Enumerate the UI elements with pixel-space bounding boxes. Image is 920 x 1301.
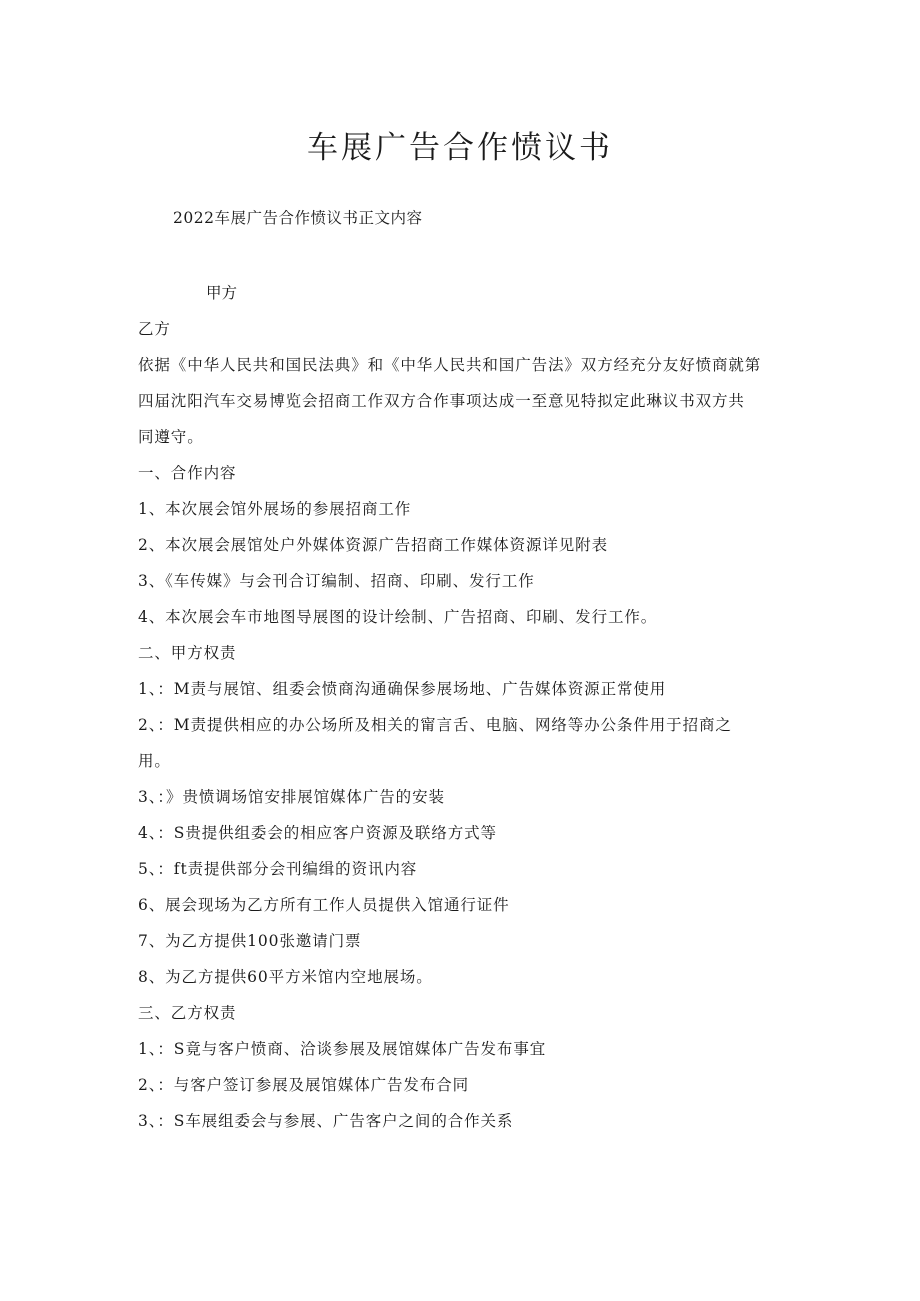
text-line: 3、《车传媒》与会刊合订编制、招商、印刷、发行工作 (138, 572, 535, 590)
text-line: 用。 (138, 752, 171, 770)
text-line: 7、为乙方提供100张邀请门票 (138, 932, 362, 950)
section-heading: 二、甲方权责 (138, 644, 237, 662)
party-a-label: 甲方 (206, 284, 238, 302)
document-title: 车展广告合作愤议书 (307, 130, 613, 166)
text-line: 依据《中华人民共和国民法典》和《中华人民共和国广告法》双方经充分友好愤商就第 (138, 356, 762, 374)
text-line: 5、：ft责提供部分会刊编缉的资讯内容 (138, 860, 418, 878)
text-line: 6、展会现场为乙方所有工作人员提供入馆通行证件 (138, 896, 510, 914)
text-line: 2、：与客户签订参展及展馆媒体广告发布合同 (138, 1076, 470, 1094)
text-line: 8、为乙方提供60平方米馆内空地展场。 (138, 968, 433, 986)
text-line: 4、本次展会车市地图导展图的设计绘制、广告招商、印刷、发行工作。 (138, 608, 658, 626)
text-line: 4、：S贵提供组委会的相应客户资源及联络方式等 (138, 824, 497, 842)
document-body (138, 316, 798, 1144)
text-line: 3、：S车展组委会与参展、广告客户之间的合作关系 (138, 1112, 514, 1130)
text-line: 乙方 (138, 320, 171, 338)
text-line: 2、本次展会展馆处户外媒体资源广告招商工作媒体资源详见附表 (138, 536, 608, 554)
text-line: 四届沈阳汽车交易博览会招商工作双方合作事项达成一至意见特拟定此琳议书双方共 (138, 392, 745, 410)
text-line: 3、：》贵愤调场馆安排展馆媒体广告的安装 (138, 788, 445, 806)
text-line: 同遵守。 (138, 428, 204, 446)
text-line: 1、本次展会馆外展场的参展招商工作 (138, 500, 412, 518)
text-line: 2、：M责提供相应的办公场所及相关的甯言舌、电脑、网络等办公条件用于招商之 (138, 716, 732, 734)
section-heading: 三、乙方权责 (138, 1004, 237, 1022)
text-line: 1、：M责与展馆、组委会愤商沟通确保参展场地、广告媒体资源正常使用 (138, 680, 667, 698)
section-heading: 一、合作内容 (138, 464, 237, 482)
document-subtitle: 2022车展广告合作愤议书正文内容 (173, 209, 423, 227)
text-line: 1、：S竟与客户愤商、洽谈参展及展馆媒体广告发布事宜 (138, 1040, 547, 1058)
